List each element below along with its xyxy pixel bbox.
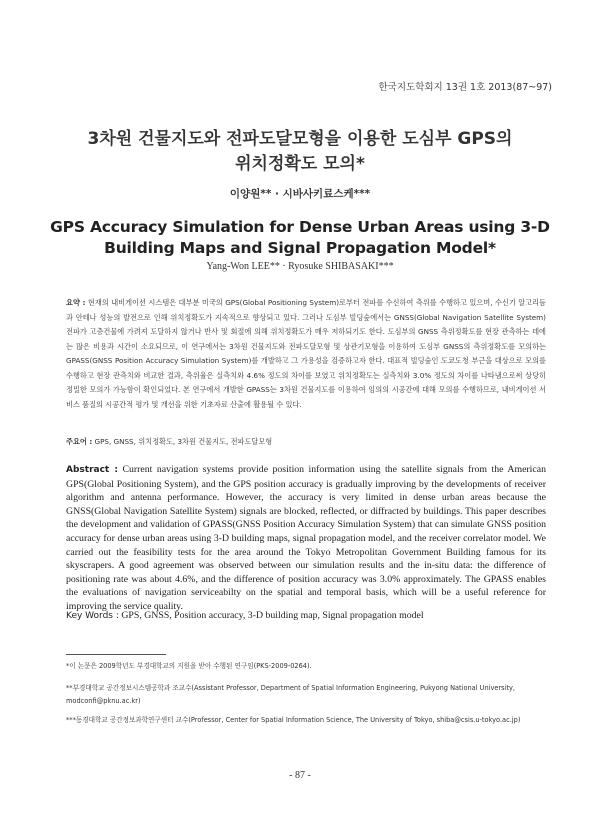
english-keywords-label: Key Words : (66, 611, 119, 621)
footnote-author-1: **부경대학교 공간정보시스템공학과 조교수(Assistant Professor, Department of Spatial Information Engineering, Pukyong National University, modconfi@pknu.ac.kr) (66, 684, 516, 705)
korean-authors: 이양원** · 시바사키료스케*** (229, 188, 371, 200)
journal-header: 한국지도학회지 13권 1호 2013(87~97) (378, 82, 552, 93)
footnote-author-2: ***동경대학교 공간정보과학연구센터 교수(Professor, Center for Spatial Information Science, The University of Tokyo, shiba@csis.u-tokyo.ac.jp) (66, 716, 521, 724)
footnote-divider (66, 654, 166, 655)
korean-title-line-1: 3차원 건물지도와 전파도달모형을 이용한 도심부 GPS의 (87, 129, 513, 149)
korean-keywords-text: GPS, GNSS, 위치정확도, 3차원 건물지도, 전파도달모형 (94, 437, 273, 446)
korean-abstract-label: 요약 : (66, 298, 86, 307)
korean-keywords-label: 주요어 : (66, 437, 93, 446)
english-title-line-1: GPS Accuracy Simulation for Dense Urban Areas using 3-D (50, 218, 550, 236)
korean-keywords (66, 437, 546, 447)
english-title-line-2: Building Maps and Signal Propagation Model* (104, 239, 496, 257)
english-authors: Yang-Won LEE** · Ryosuke SHIBASAKI*** (206, 261, 394, 272)
english-abstract (66, 463, 546, 614)
english-keywords-text: GPS, GNSS, Position accuracy, 3-D building map, Signal propagation model (121, 610, 424, 621)
korean-title-line-2: 위치정확도 모의* (235, 154, 365, 174)
english-abstract-text: Current navigation systems provide position information using the satellite signals from the American GPS(Global Positioning System), and the GPS position accuracy is gradually improving by the developments of receiver algorithm and antenna performance. However, the accuracy is very limited in dense urban areas because the GNSS(Global Navigation Satellite System) signals are blocked, reflected, or diffracted by buildings. This paper describes the development and validation of GPASS(GNSS Position Accuracy Simulation System) that can simulate GNSS position accuracy for dense urban areas using 3-D building maps, signal propagation model, and the receiver correlator model. We carried out the feasibility tests for the area around the Tokyo Metropolitan Government Building famous for its skyscrapers. A good agreement was observed between our simulation results and the in-situ data: the difference of positioning rate was about 4.6%, and the difference of position accuracy was 3.0% approximately. The GPASS enables the evaluations of navigation serviceabilty on the spatial and temporal basis, which will be a useful reference for improving the service quality. (66, 464, 546, 612)
english-abstract-label: Abstract : (66, 465, 118, 475)
korean-abstract (66, 296, 546, 412)
english-keywords (66, 610, 546, 621)
korean-abstract-text: 현재의 내비게이션 시스템은 대부분 미국의 GPS(Global Positioning System)로부터 전파를 수신하여 측위를 수행하고 있으며, 수신기 알고리듬과 안테나 성능의 발전으로 인해 위치정확도가 지속적으로 향상되고 있다. 그러나 도심부 빌딩숲에서는 GNSS(Global Navigation Satellite System) 전파가 고층건물에 가려져 도달하지 않거나 반사 및 회절에 의해 위치정확도가 매우 저하되기도 한다. 도심부의 GNSS 측위정확도를 현장 관측하는 데에는 많은 비용과 시간이 소요되므로, 이 연구에서는 3차원 건물지도와 전파도달모형 및 상관기모형을 이용하여 도심부 GNSS의 측위정확도를 모의하는 GPASS(GNSS Position Accuracy Simulation System)를 개발하고 그 가용성을 검증하고자 한다. 대표적 빌딩숲인 도쿄도청 부근을 대상으로 모의를 수행하고 현장 관측치와 비교한 결과, 측위율은 실측치와 4.6% 정도의 차이를 보였고 위치정확도는 실측치와 3.0% 정도의 차이를 나타냄으로써 상당히 정밀한 모의가 가능함이 확인되었다. 본 연구에서 개발한 GPASS는 3차원 건물지도를 이용하여 임의의 시공간에 대해 모의를 수행하므로, 내비게이션 서비스 품질의 시공간적 평가 및 개선을 위한 기초자료 산출에 활용될 수 있다. (66, 298, 547, 409)
page-number: - 87 - (289, 770, 311, 781)
footnote-funding: *이 논문은 2009학년도 부경대학교의 지원을 받아 수행된 연구임(PKS-2009-0264). (66, 662, 312, 670)
